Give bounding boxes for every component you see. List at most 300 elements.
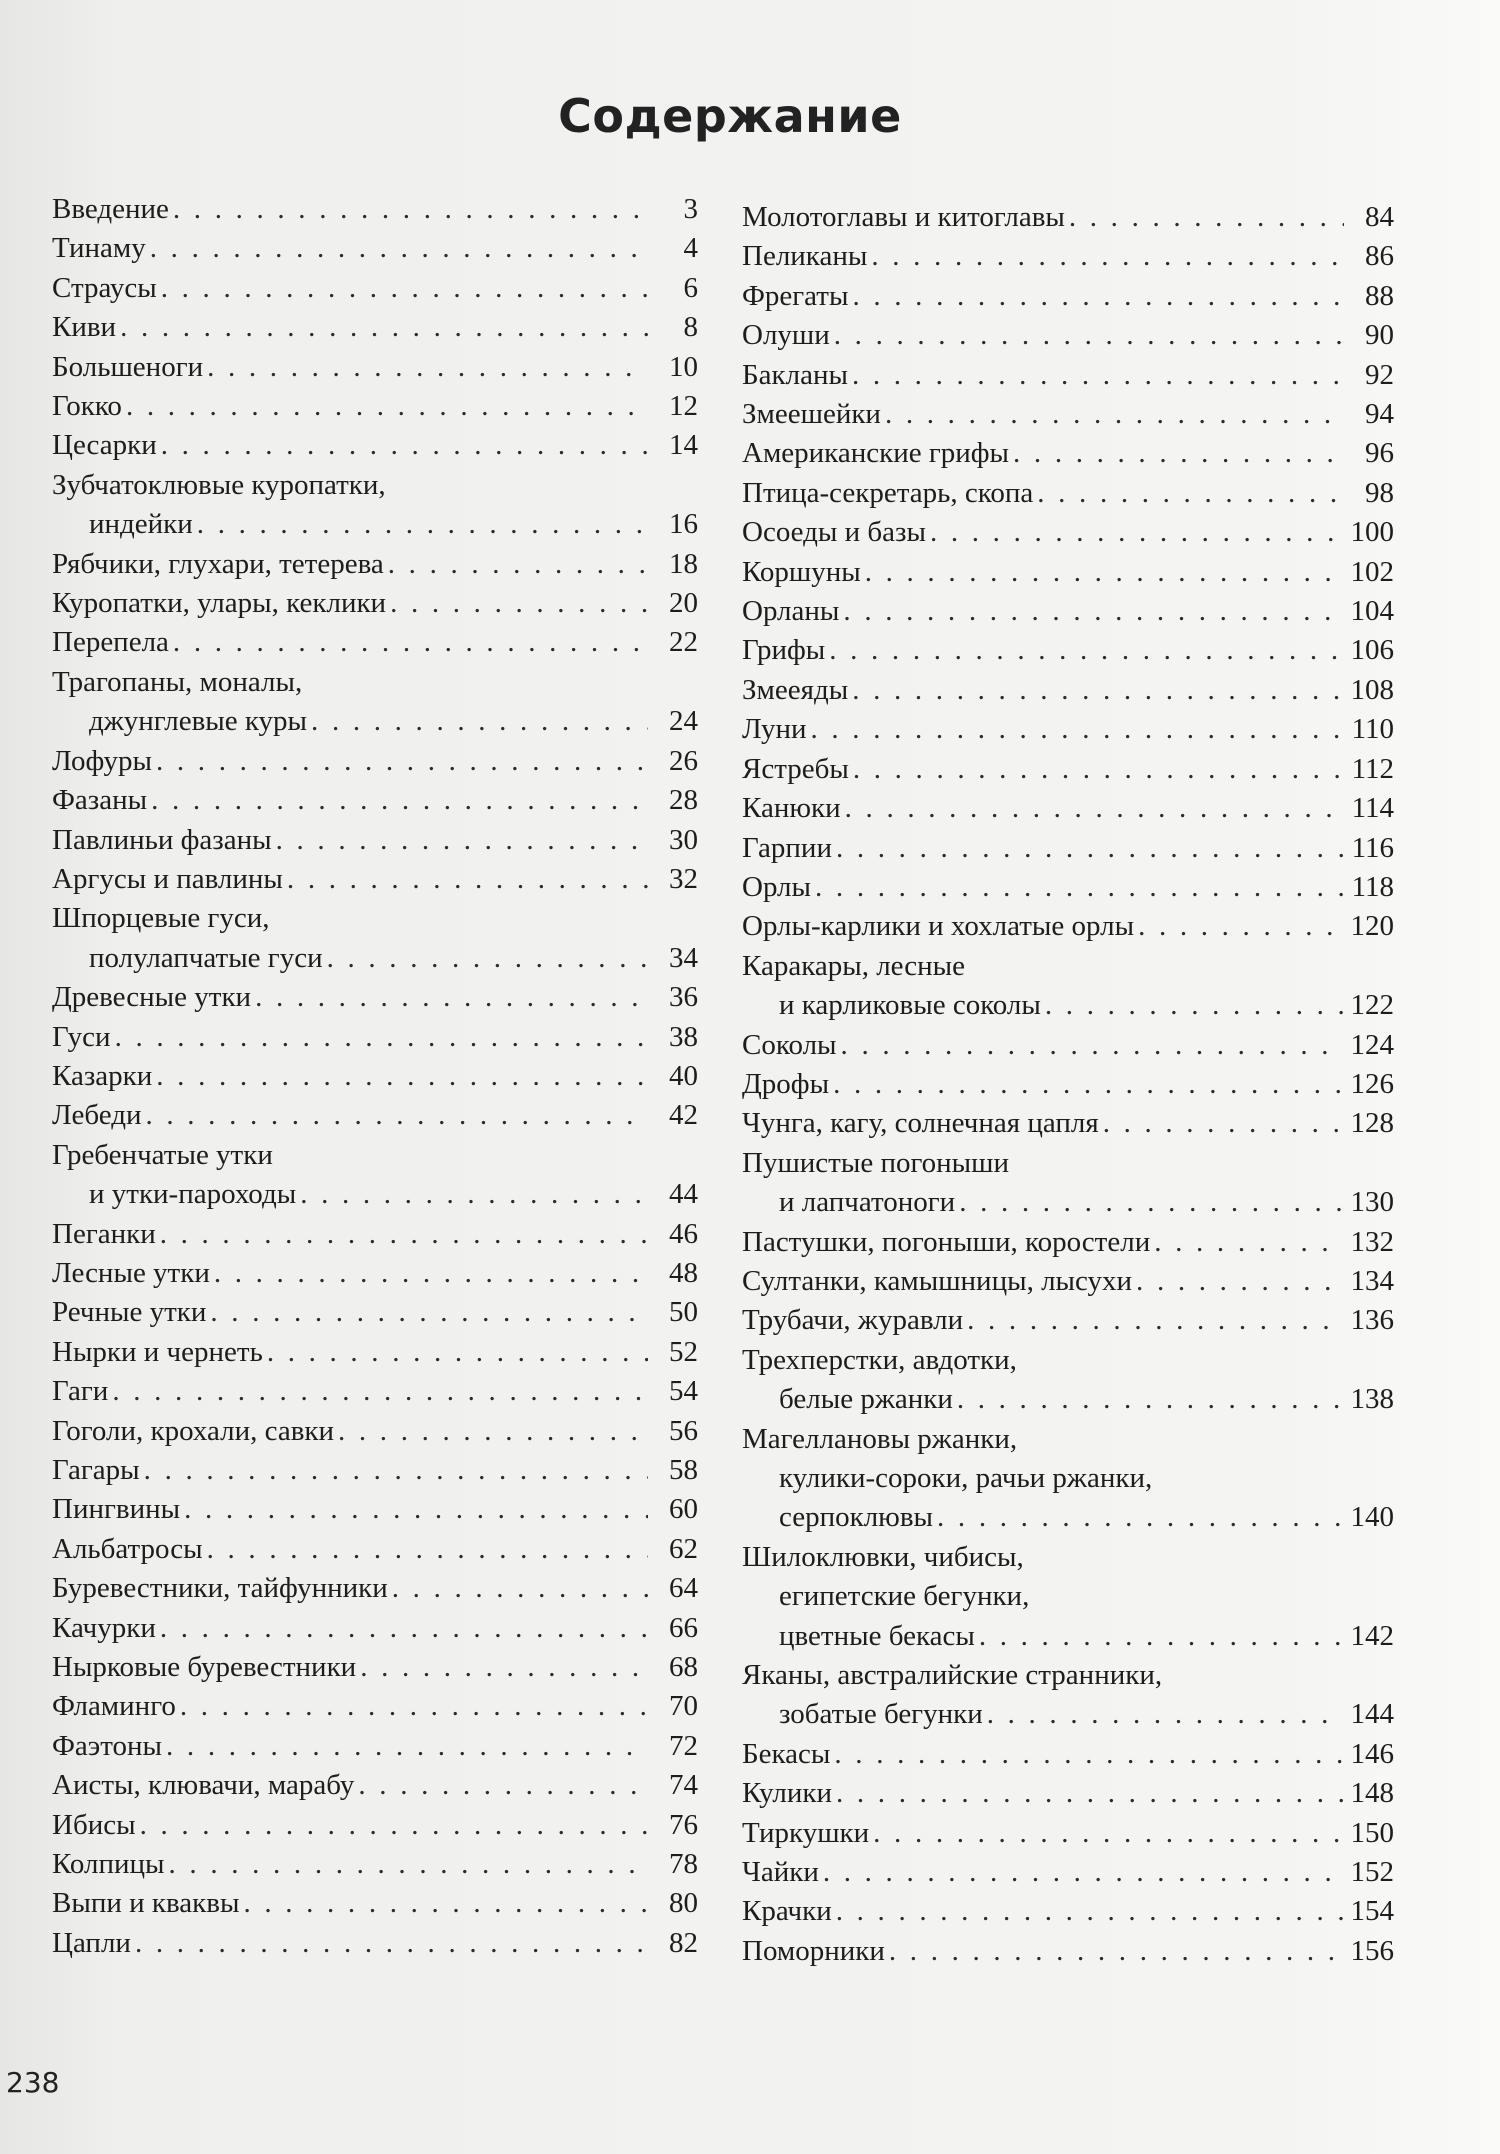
toc-entry-title: Трубачи, журавли bbox=[742, 1304, 964, 1337]
toc-entry-title: Гребенчатые утки bbox=[52, 1138, 273, 1171]
toc-page-number: 50 bbox=[669, 1296, 698, 1329]
toc-entry-line bbox=[52, 545, 698, 584]
toc-entry-title: Пеганки bbox=[52, 1217, 156, 1250]
toc-page-number: 44 bbox=[669, 1178, 698, 1211]
toc-page-number: 142 bbox=[1350, 1619, 1394, 1652]
toc-entry bbox=[52, 1609, 698, 1648]
toc-entry-line bbox=[52, 348, 698, 387]
toc-entry-line bbox=[52, 1924, 698, 1963]
toc-entry-line bbox=[52, 821, 698, 860]
toc-entry-title: зобатые бегунки bbox=[779, 1698, 983, 1731]
toc-entry-title: Лебеди bbox=[52, 1099, 142, 1132]
toc-entry-title: Олуши bbox=[742, 319, 830, 352]
toc-entry bbox=[52, 1727, 698, 1766]
dot-leader bbox=[845, 789, 1344, 828]
toc-entry bbox=[52, 1766, 698, 1805]
dot-leader bbox=[889, 1932, 1344, 1971]
dot-leader bbox=[815, 868, 1344, 907]
toc-entry bbox=[52, 1293, 698, 1332]
toc-entry-line bbox=[52, 426, 698, 465]
toc-entry-title: Пастушки, погоныши, коростели bbox=[742, 1225, 1151, 1258]
toc-entry-title: Коршуны bbox=[742, 555, 861, 588]
dot-leader bbox=[311, 702, 648, 741]
toc-page-number: 62 bbox=[669, 1532, 698, 1565]
toc-entry-line bbox=[742, 750, 1394, 789]
dot-leader bbox=[144, 1451, 648, 1490]
toc-entry-line bbox=[52, 1609, 698, 1648]
toc-entry bbox=[742, 356, 1394, 395]
toc-entry-title: Молотоглавы и китоглавы bbox=[742, 201, 1065, 233]
toc-entry-line bbox=[52, 190, 698, 229]
dot-leader bbox=[300, 1175, 648, 1214]
dot-leader bbox=[833, 1065, 1344, 1104]
toc-entry bbox=[52, 1569, 698, 1608]
toc-entry-line bbox=[742, 1223, 1394, 1262]
toc-page-number: 64 bbox=[669, 1572, 698, 1605]
toc-entry-title: Цесарки bbox=[52, 429, 157, 462]
toc-page-number: 28 bbox=[669, 784, 698, 817]
toc-entry-line bbox=[52, 1451, 698, 1490]
toc-entry bbox=[52, 1057, 698, 1096]
toc-entry-title: Пушистые погоныши bbox=[742, 1146, 1009, 1179]
toc-entry bbox=[52, 663, 698, 742]
toc-entry-title: Трехперстки, авдотки, bbox=[742, 1343, 1017, 1376]
toc-page-number: 148 bbox=[1350, 1777, 1394, 1810]
toc-entry bbox=[742, 1774, 1394, 1813]
toc-entry-line bbox=[52, 1372, 698, 1411]
toc-entry-title: Дрофы bbox=[742, 1067, 830, 1100]
toc-entry-line bbox=[52, 229, 698, 268]
toc-entry-line bbox=[52, 1018, 698, 1057]
toc-entry-title: Колпицы bbox=[52, 1848, 165, 1881]
toc-entry bbox=[52, 1490, 698, 1529]
toc-entry-line bbox=[52, 584, 698, 623]
toc-entry-title: Качурки bbox=[52, 1611, 156, 1644]
dot-leader bbox=[145, 1096, 648, 1135]
dot-leader bbox=[327, 939, 648, 978]
toc-entry-line bbox=[52, 663, 698, 702]
dot-leader bbox=[836, 1774, 1344, 1813]
toc-entry-title: Чунга, кагу, солнечная цапля bbox=[742, 1107, 1099, 1140]
dot-leader bbox=[126, 387, 648, 426]
toc-entry bbox=[52, 269, 698, 308]
toc-entry-title: Нырки и чернеть bbox=[52, 1335, 263, 1368]
toc-page-number: 94 bbox=[1365, 398, 1394, 431]
page-number: 238 bbox=[6, 2066, 60, 2099]
toc-entry bbox=[742, 829, 1394, 868]
toc-entry-title: Рябчики, глухари, тетерева bbox=[52, 547, 384, 580]
toc-entry bbox=[52, 1412, 698, 1451]
toc-entry bbox=[52, 1018, 698, 1057]
toc-entry-line bbox=[742, 434, 1394, 473]
toc-entry-line bbox=[742, 277, 1394, 316]
toc-entry bbox=[742, 1262, 1394, 1301]
toc-entry bbox=[742, 710, 1394, 749]
toc-entry-line bbox=[52, 1845, 698, 1884]
toc-entry bbox=[52, 742, 698, 781]
dot-leader bbox=[1037, 474, 1344, 513]
toc-entry-title: и карликовые соколы bbox=[779, 989, 1041, 1022]
page-title: Содержание bbox=[558, 88, 902, 143]
toc-entry-line bbox=[742, 1341, 1394, 1380]
toc-entry bbox=[742, 198, 1394, 237]
toc-entry bbox=[52, 1687, 698, 1726]
toc-page-number: 76 bbox=[669, 1808, 698, 1841]
toc-entry-line bbox=[52, 899, 698, 938]
toc-entry-title: Султанки, камышницы, лысухи bbox=[742, 1264, 1133, 1297]
toc-entry-line bbox=[52, 1727, 698, 1766]
toc-entry-line bbox=[52, 1293, 698, 1332]
dot-leader bbox=[160, 1215, 648, 1254]
toc-entry-line bbox=[52, 1569, 698, 1608]
toc-page-number: 144 bbox=[1350, 1698, 1394, 1731]
toc-page-number: 112 bbox=[1351, 752, 1394, 785]
dot-leader bbox=[843, 592, 1344, 631]
toc-entry bbox=[52, 1215, 698, 1254]
toc-page-number: 108 bbox=[1350, 673, 1394, 706]
toc-entry-title: Грифы bbox=[742, 634, 826, 667]
toc-entry-line bbox=[52, 702, 698, 741]
toc-entry bbox=[742, 1026, 1394, 1065]
toc-entry-title: Альбатросы bbox=[52, 1532, 203, 1565]
toc-entry bbox=[52, 1136, 698, 1215]
toc-entry bbox=[52, 229, 698, 268]
toc-entry-title: Введение bbox=[52, 193, 169, 225]
toc-entry-title: джунглевые куры bbox=[89, 705, 308, 738]
toc-entry-line bbox=[742, 1262, 1394, 1301]
toc-entry bbox=[52, 899, 698, 978]
toc-entry bbox=[52, 1372, 698, 1411]
dot-leader bbox=[390, 584, 648, 623]
toc-page-number: 114 bbox=[1351, 792, 1394, 825]
toc-entry-title: Кулики bbox=[742, 1777, 832, 1810]
toc-entry-title: Гуси bbox=[52, 1020, 111, 1053]
toc-entry bbox=[52, 1845, 698, 1884]
toc-entry bbox=[742, 592, 1394, 631]
dot-leader bbox=[358, 1766, 648, 1805]
toc-entry-title: Орлы bbox=[742, 870, 812, 903]
toc-entry bbox=[742, 631, 1394, 670]
toc-entry-line bbox=[52, 978, 698, 1017]
toc-entry-line bbox=[52, 1648, 698, 1687]
toc-entry bbox=[742, 434, 1394, 473]
toc-page-number: 42 bbox=[669, 1099, 698, 1132]
toc-page-number: 6 bbox=[683, 271, 698, 304]
toc-entry-line bbox=[52, 1096, 698, 1135]
toc-entry-title: Змеешейки bbox=[742, 398, 881, 431]
toc-entry-title: Лесные утки bbox=[52, 1256, 210, 1289]
toc-entry-title: серпоклювы bbox=[779, 1501, 934, 1534]
toc-page-number: 104 bbox=[1350, 595, 1394, 628]
dot-leader bbox=[959, 1183, 1344, 1222]
toc-entry-title: Орланы bbox=[742, 595, 840, 628]
toc-page-number: 68 bbox=[669, 1651, 698, 1684]
dot-leader bbox=[392, 1569, 648, 1608]
toc-entry bbox=[52, 1806, 698, 1845]
toc-entry-title: Бакланы bbox=[742, 358, 848, 391]
toc-entry-line bbox=[742, 1026, 1394, 1065]
toc-entry bbox=[742, 553, 1394, 592]
toc-entry bbox=[52, 584, 698, 623]
toc-entry-line bbox=[52, 1136, 698, 1175]
toc-entry-line bbox=[52, 860, 698, 899]
dot-leader bbox=[180, 1687, 648, 1726]
dot-leader bbox=[852, 671, 1344, 710]
dot-leader bbox=[120, 308, 648, 347]
toc-entry-title: Крачки bbox=[742, 1895, 832, 1928]
dot-leader bbox=[1069, 198, 1344, 237]
toc-page-number: 38 bbox=[669, 1020, 698, 1053]
dot-leader bbox=[829, 631, 1344, 670]
toc-entry-line bbox=[742, 868, 1394, 907]
toc-entry-title: Цапли bbox=[52, 1926, 131, 1959]
toc-page-number: 34 bbox=[669, 941, 698, 974]
toc-entry-title: Ястребы bbox=[742, 752, 849, 785]
toc-entry-title: Пингвины bbox=[52, 1493, 181, 1526]
toc-page-number: 100 bbox=[1350, 516, 1394, 549]
toc-entry-line bbox=[742, 316, 1394, 355]
toc-page-number: 26 bbox=[669, 744, 698, 777]
dot-leader bbox=[930, 513, 1344, 552]
toc-page-number: 128 bbox=[1350, 1107, 1394, 1140]
toc-entry-title: полулапчатые гуси bbox=[89, 941, 323, 974]
toc-entry bbox=[742, 1301, 1394, 1340]
toc-entry-title: Зубчатоклювые куропатки, bbox=[52, 468, 386, 501]
toc-entry-title: Шилоклювки, чибисы, bbox=[742, 1540, 1024, 1573]
toc-entry-line bbox=[52, 781, 698, 820]
dot-leader bbox=[360, 1648, 648, 1687]
toc-page-number: 150 bbox=[1350, 1816, 1394, 1849]
dot-leader bbox=[1103, 1104, 1344, 1143]
toc-page-number: 46 bbox=[669, 1217, 698, 1250]
toc-entry bbox=[52, 466, 698, 545]
toc-entry-title: индейки bbox=[89, 508, 193, 541]
toc-entry-line bbox=[742, 1932, 1394, 1971]
toc-page-number: 120 bbox=[1350, 910, 1394, 943]
toc-page-number: 102 bbox=[1350, 555, 1394, 588]
toc-entry-line bbox=[52, 387, 698, 426]
toc-page-number: 124 bbox=[1350, 1028, 1394, 1061]
toc-entry-title: Тиркушки bbox=[742, 1816, 870, 1849]
toc-entry bbox=[52, 1924, 698, 1963]
dot-leader bbox=[1154, 1223, 1344, 1262]
toc-entry bbox=[52, 387, 698, 426]
toc-entry-title: Змееяды bbox=[742, 673, 849, 706]
dot-leader bbox=[214, 1254, 648, 1293]
toc-entry bbox=[52, 623, 698, 662]
toc-entry-title: Буревестники, тайфунники bbox=[52, 1572, 388, 1605]
toc-entry bbox=[742, 671, 1394, 710]
toc-entry bbox=[52, 821, 698, 860]
toc-entry bbox=[742, 395, 1394, 434]
toc-page-number: 22 bbox=[669, 626, 698, 659]
toc-page-number: 58 bbox=[669, 1454, 698, 1486]
toc-entry-title: Страусы bbox=[52, 271, 157, 304]
dot-leader bbox=[871, 237, 1344, 276]
toc-page-number: 130 bbox=[1350, 1186, 1394, 1219]
toc-page-number: 80 bbox=[669, 1887, 698, 1920]
dot-leader bbox=[873, 1814, 1344, 1853]
toc-entry bbox=[742, 1065, 1394, 1104]
toc-page-number: 96 bbox=[1365, 437, 1394, 470]
dot-leader bbox=[836, 829, 1344, 868]
dot-leader bbox=[160, 1609, 648, 1648]
dot-leader bbox=[276, 821, 648, 860]
toc-page-number: 90 bbox=[1365, 319, 1394, 352]
dot-leader bbox=[112, 1372, 648, 1411]
dot-leader bbox=[197, 505, 648, 544]
toc-entry bbox=[52, 308, 698, 347]
dot-leader bbox=[853, 750, 1344, 789]
toc-page-number: 152 bbox=[1350, 1856, 1394, 1889]
toc-entry bbox=[52, 781, 698, 820]
toc-entry-line bbox=[742, 1301, 1394, 1340]
dot-leader bbox=[140, 1806, 648, 1845]
toc-entry-title: Большеноги bbox=[52, 350, 204, 383]
toc-entry-line bbox=[742, 513, 1394, 552]
toc-entry-title: Трагопаны, моналы, bbox=[52, 665, 303, 698]
toc-page-number: 74 bbox=[669, 1769, 698, 1802]
dot-leader bbox=[210, 1293, 648, 1332]
toc-page-number: 12 bbox=[669, 390, 698, 423]
toc-entry-title: Бекасы bbox=[742, 1737, 831, 1770]
toc-entry bbox=[742, 1814, 1394, 1853]
dot-leader bbox=[267, 1333, 648, 1372]
dot-leader bbox=[1045, 986, 1344, 1025]
dot-leader bbox=[852, 356, 1344, 395]
toc-entry-title: Пеликаны bbox=[742, 240, 868, 273]
toc-entry bbox=[52, 860, 698, 899]
toc-entry bbox=[742, 316, 1394, 355]
toc-entry bbox=[742, 1853, 1394, 1892]
toc-entry-title: Фаэтоны bbox=[52, 1729, 163, 1762]
toc-entry-line bbox=[742, 237, 1394, 276]
toc-page-number: 136 bbox=[1350, 1304, 1394, 1337]
toc-entry-line bbox=[52, 939, 698, 978]
toc-entry-line bbox=[52, 623, 698, 662]
toc-entry-line bbox=[742, 1814, 1394, 1853]
toc-page-number: 154 bbox=[1350, 1895, 1394, 1928]
toc-entry-line bbox=[742, 1183, 1394, 1222]
toc-entry-title: Гаги bbox=[52, 1375, 109, 1408]
toc-entry-title: Древесные утки bbox=[52, 981, 252, 1014]
toc-entry-title: Фазаны bbox=[52, 784, 148, 817]
toc-entry-title: Гарпии bbox=[742, 831, 832, 864]
toc-page-number: 106 bbox=[1350, 634, 1394, 667]
dot-leader bbox=[173, 190, 648, 229]
toc-page-number: 66 bbox=[669, 1611, 698, 1644]
toc-entry-line bbox=[742, 198, 1394, 237]
toc-page-number: 30 bbox=[669, 823, 698, 856]
dot-leader bbox=[834, 316, 1344, 355]
toc-entry-title: Гокко bbox=[52, 390, 122, 423]
toc-entry bbox=[742, 789, 1394, 828]
toc-page-number: 88 bbox=[1365, 279, 1394, 312]
dot-leader bbox=[207, 348, 648, 387]
toc-entry-line bbox=[52, 742, 698, 781]
dot-leader bbox=[1013, 434, 1344, 473]
toc-entry-title: Перепела bbox=[52, 626, 169, 659]
toc-page-number: 84 bbox=[1365, 201, 1394, 233]
toc-page-number: 134 bbox=[1350, 1264, 1394, 1297]
toc-entry-title: Американские грифы bbox=[742, 437, 1010, 470]
toc-entry bbox=[742, 1538, 1394, 1656]
toc-entry bbox=[742, 1892, 1394, 1931]
toc-entry-line bbox=[742, 1420, 1394, 1459]
dot-leader bbox=[1138, 907, 1344, 946]
toc-entry-line bbox=[742, 592, 1394, 631]
toc-entry-line bbox=[742, 553, 1394, 592]
toc-entry bbox=[52, 1254, 698, 1293]
toc-entry-line bbox=[52, 1333, 698, 1372]
toc-entry-line bbox=[742, 829, 1394, 868]
toc-entry bbox=[742, 868, 1394, 907]
toc-page-number: 156 bbox=[1350, 1934, 1394, 1967]
toc-page-number: 4 bbox=[683, 232, 698, 265]
toc-entry-title: Осоеды и базы bbox=[742, 516, 926, 549]
toc-entry-line bbox=[52, 1215, 698, 1254]
toc-page-number: 86 bbox=[1365, 240, 1394, 273]
toc-page-number: 52 bbox=[669, 1335, 698, 1368]
dot-leader bbox=[287, 860, 648, 899]
toc-entry-title: Шпорцевые гуси, bbox=[52, 902, 270, 935]
toc-entry-title: Фрегаты bbox=[742, 279, 849, 312]
toc-page-number: 78 bbox=[669, 1848, 698, 1881]
toc-entry-title: Каракары, лесные bbox=[742, 949, 966, 982]
toc-entry bbox=[52, 1884, 698, 1923]
toc-right-column bbox=[742, 198, 1394, 1971]
toc-page-number: 116 bbox=[1351, 831, 1394, 864]
toc-entry-title: Орлы-карлики и хохлатые орлы bbox=[742, 910, 1135, 943]
toc-page-number: 32 bbox=[669, 862, 698, 895]
toc-page-number: 10 bbox=[669, 350, 698, 383]
toc-left-column bbox=[52, 190, 698, 1963]
toc-entry-title: и лапчатоноги bbox=[779, 1186, 956, 1219]
toc-entry-title: Птица-секретарь, скопа bbox=[742, 476, 1034, 509]
toc-entry-title: Аисты, клювачи, марабу bbox=[52, 1769, 355, 1802]
toc-entry-line bbox=[742, 1498, 1394, 1537]
dot-leader bbox=[987, 1695, 1344, 1734]
dot-leader bbox=[173, 623, 648, 662]
dot-leader bbox=[166, 1727, 648, 1766]
toc-entry-line bbox=[742, 356, 1394, 395]
toc-entry-title: Выпи и кваквы bbox=[52, 1887, 240, 1920]
dot-leader bbox=[115, 1018, 648, 1057]
toc-page-number: 48 bbox=[669, 1256, 698, 1289]
toc-entry-title: Тинаму bbox=[52, 232, 146, 265]
toc-entry-title: и утки-пароходы bbox=[89, 1178, 297, 1211]
toc-entry-title: белые ржанки bbox=[779, 1383, 953, 1416]
toc-entry bbox=[52, 545, 698, 584]
toc-entry-title: Магеллановы ржанки, bbox=[742, 1422, 1018, 1455]
dot-leader bbox=[841, 1026, 1344, 1065]
toc-entry bbox=[52, 426, 698, 465]
toc-entry-line bbox=[742, 1144, 1394, 1183]
toc-entry-line bbox=[52, 1490, 698, 1529]
toc-entry-line bbox=[742, 631, 1394, 670]
dot-leader bbox=[811, 710, 1345, 749]
dot-leader bbox=[150, 229, 648, 268]
toc-entry-line bbox=[742, 1617, 1394, 1656]
toc-page-number: 82 bbox=[669, 1926, 698, 1959]
toc-entry bbox=[742, 1656, 1394, 1735]
toc-entry-line bbox=[52, 1412, 698, 1451]
toc-entry-line bbox=[742, 1104, 1394, 1143]
toc-entry-line bbox=[52, 1884, 698, 1923]
toc-entry bbox=[52, 978, 698, 1017]
toc-entry-title: египетские бегунки, bbox=[779, 1580, 1030, 1613]
toc-entry bbox=[742, 947, 1394, 1026]
